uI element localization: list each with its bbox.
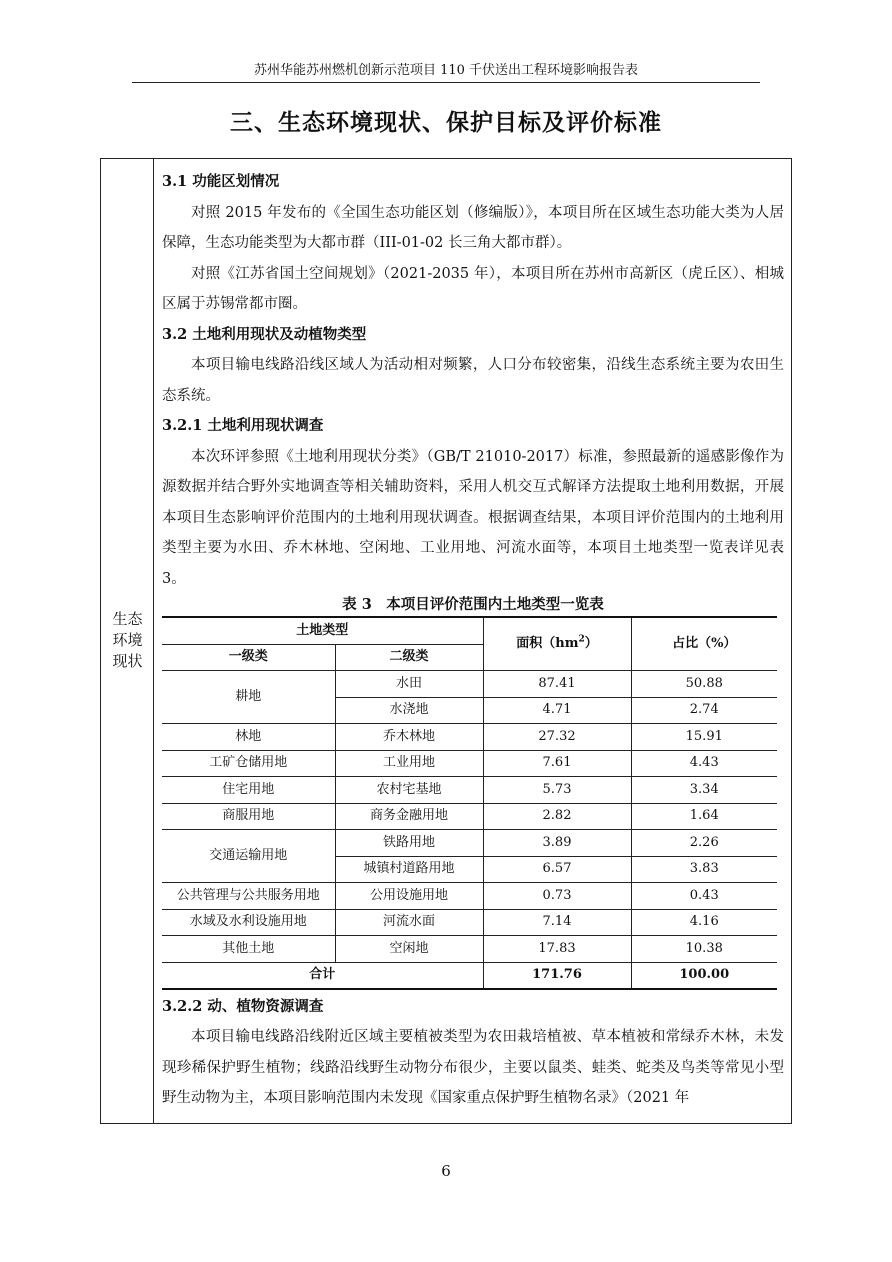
- cell-level2: 空闲地: [335, 936, 483, 963]
- page-number: 6: [441, 1162, 451, 1180]
- cell-level1: 林地: [162, 724, 335, 751]
- header-area-prefix: 面积（hm: [516, 636, 579, 651]
- cell-ratio: 3.83: [631, 856, 777, 883]
- table-row: [162, 724, 777, 751]
- table-row: [162, 909, 777, 936]
- cell-level2: 水浇地: [335, 697, 483, 724]
- cell-level1: 耕地: [162, 671, 335, 724]
- cell-ratio: 15.91: [631, 724, 777, 751]
- left-label-text: 生态 环境 现状: [112, 610, 143, 670]
- header-area-suffix: ）: [584, 636, 598, 651]
- cell-level2: 商务金融用地: [335, 803, 483, 830]
- cell-ratio: 1.64: [631, 803, 777, 830]
- document-header: 苏州华能苏州燃机创新示范项目 110 千伏送出工程环境影响报告表: [253, 63, 639, 78]
- cell-level1: 公共管理与公共服务用地: [162, 883, 335, 910]
- cell-level2: 水田: [335, 671, 483, 698]
- paragraph-1: 对照 2015 年发布的《全国生态功能区划（修编版）》，本项目所在区域生态功能大类为人居保障，生态功能类型为大都市群（III-01-02 长三角大都市群）。: [162, 204, 784, 251]
- content-frame: [100, 158, 792, 1124]
- cell-level2: 农村宅基地: [335, 777, 483, 804]
- paragraph-5: 本项目输电线路沿线附近区域主要植被类型为农田栽培植被、草本植被和常绿乔木林，未发现珍稀保护野生植物；线路沿线野生动物分布很少，主要以鼠类、蛙类、蛇类及鸟类等常见小型野生动物为主，本项目影响范围内未发现《国家重点保护野生植物名录》（2021 年: [162, 1029, 784, 1106]
- heading-3-2-2: 3.2.2 动、植物资源调查: [162, 997, 324, 1015]
- table-row: [162, 883, 777, 910]
- table-total-row: [162, 962, 777, 989]
- paragraph-2: 对照《江苏省国土空间规划》（2021-2035 年），本项目所在苏州市高新区（虎丘区）、相城区属于苏锡常都市圈。: [162, 265, 784, 312]
- left-column: [101, 159, 154, 1123]
- cell-total-area: 171.76: [483, 962, 631, 989]
- cell-ratio: 4.16: [631, 909, 777, 936]
- cell-ratio: 2.26: [631, 830, 777, 857]
- cell-level1: 工矿仓储用地: [162, 750, 335, 777]
- table-row: [162, 830, 777, 857]
- cell-area: 6.57: [483, 856, 631, 883]
- cell-ratio: 2.74: [631, 697, 777, 724]
- cell-level1: 住宅用地: [162, 777, 335, 804]
- header-land-type: 土地类型: [162, 617, 483, 644]
- paragraph-4: 本次环评参照《土地利用现状分类》（GB/T 21010-2017）标准，参照最新的遥感影像作为源数据并结合野外实地调查等相关辅助资料，采用人机交互式解译方法提取土地利用数据，开展本项目生态影响评价范围内的土地利用现状调查。根据调查结果，本项目评价范围内的土地利用类型主要为水田、乔木林地、空闲地、工业用地、河流水面等，本项目土地类型一览表详见表 3。: [162, 448, 784, 587]
- cell-ratio: 0.43: [631, 883, 777, 910]
- header-ratio: 占比（%）: [631, 617, 777, 671]
- cell-ratio: 4.43: [631, 750, 777, 777]
- header-level1: 一级类: [162, 644, 335, 671]
- table-header-row: [162, 617, 777, 644]
- cell-area: 7.14: [483, 909, 631, 936]
- cell-level2: 铁路用地: [335, 830, 483, 857]
- cell-level1: 交通运输用地: [162, 830, 335, 883]
- heading-3-2-1: 3.2.1 土地利用现状调查: [162, 417, 324, 434]
- cell-area: 7.61: [483, 750, 631, 777]
- heading-3-1: 3.1 功能区划情况: [162, 173, 280, 190]
- cell-level2: 工业用地: [335, 750, 483, 777]
- header-divider: [132, 82, 760, 83]
- section-title: 三、生态环境现状、保护目标及评价标准: [230, 110, 662, 136]
- cell-total-label: 合计: [162, 962, 483, 989]
- cell-level2: 公用设施用地: [335, 883, 483, 910]
- cell-area: 87.41: [483, 671, 631, 698]
- cell-area: 3.89: [483, 830, 631, 857]
- table-row: [162, 777, 777, 804]
- cell-area: 27.32: [483, 724, 631, 751]
- cell-level2: 城镇村道路用地: [335, 856, 483, 883]
- land-type-table: [162, 616, 777, 990]
- table-row: [162, 936, 777, 963]
- cell-area: 5.73: [483, 777, 631, 804]
- cell-total-ratio: 100.00: [631, 962, 777, 989]
- paragraph-3: 本项目输电线路沿线区域人为活动相对频繁，人口分布较密集，沿线生态系统主要为农田生态系统。: [162, 357, 784, 404]
- content-body: [162, 167, 784, 1114]
- header-area-sup: 2: [578, 634, 585, 645]
- cell-level2: 河流水面: [335, 909, 483, 936]
- cell-ratio: 10.38: [631, 936, 777, 963]
- cell-level2: 乔木林地: [335, 724, 483, 751]
- table-row: [162, 750, 777, 777]
- cell-level1: 水域及水利设施用地: [162, 909, 335, 936]
- cell-level1: 商服用地: [162, 803, 335, 830]
- cell-area: 4.71: [483, 697, 631, 724]
- cell-area: 2.82: [483, 803, 631, 830]
- heading-3-2: 3.2 土地利用现状及动植物类型: [162, 325, 367, 343]
- cell-level1: 其他土地: [162, 936, 335, 963]
- cell-ratio: 3.34: [631, 777, 777, 804]
- left-column-label: [101, 609, 154, 672]
- cell-area: 17.83: [483, 936, 631, 963]
- table-row: [162, 803, 777, 830]
- table-caption: 表 3 本项目评价范围内土地类型一览表: [342, 596, 604, 613]
- header-area: [483, 617, 631, 671]
- cell-area: 0.73: [483, 883, 631, 910]
- header-level2: 二级类: [335, 644, 483, 671]
- cell-ratio: 50.88: [631, 671, 777, 698]
- table-row: [162, 671, 777, 698]
